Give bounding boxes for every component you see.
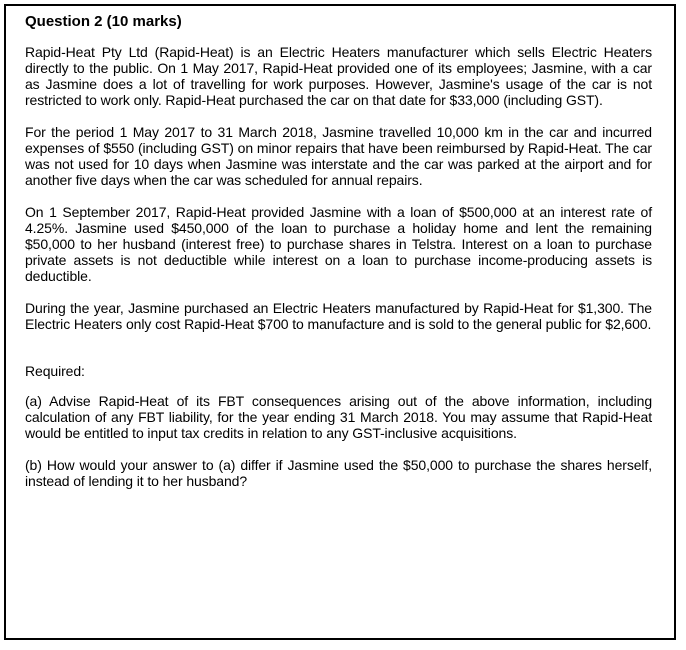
part-b-question: (b) How would your answer to (a) differ if Jasmine used the $50,000 to purchase the shares herself, instead of lending it to her husband? [25, 457, 652, 489]
paragraph-car-benefit: Rapid-Heat Pty Ltd (Rapid-Heat) is an Electric Heaters manufacturer which sells Electric Heaters directly to the public. On 1 May 2017, Rapid-Heat provided one of its employees; Jasmine, with a car as Jasmine does a lot of travelling for work purposes. However, Jasmine's usage of the car is not restricted to work only. Rapid-Heat purchased the car on that date for $33,000 (including GST). [25, 44, 652, 108]
paragraph-loan: On 1 September 2017, Rapid-Heat provided Jasmine with a loan of $500,000 at an interest rate of 4.25%. Jasmine used $450,000 of the loan to purchase a holiday home and lent the remaining $50,000 to her husband (interest free) to purchase shares in Telstra. Interest on a loan to purchase private assets is not deductible while interest on a loan to purchase income-producing assets is deductible. [25, 204, 652, 284]
paragraph-heater-purchase: During the year, Jasmine purchased an Electric Heaters manufactured by Rapid-Heat for $1,300. The Electric Heaters only cost Rapid-Heat $700 to manufacture and is sold to the general public for $2,600. [25, 300, 652, 332]
question-box [4, 4, 676, 640]
part-a-question: (a) Advise Rapid-Heat of its FBT consequences arising out of the above information, including calculation of any FBT liability, for the year ending 31 March 2018. You may assume that Rapid-Heat would be entitled to input tax credits in relation to any GST-inclusive acquisitions. [25, 393, 652, 441]
required-label: Required: [25, 363, 85, 379]
question-heading: Question 2 (10 marks) [25, 13, 182, 30]
paragraph-car-usage: For the period 1 May 2017 to 31 March 2018, Jasmine travelled 10,000 km in the car and incurred expenses of $550 (including GST) on minor repairs that have been reimbursed by Rapid-Heat. The car was not used for 10 days when Jasmine was interstate and the car was parked at the airport and for another five days when the car was scheduled for annual repairs. [25, 124, 652, 188]
